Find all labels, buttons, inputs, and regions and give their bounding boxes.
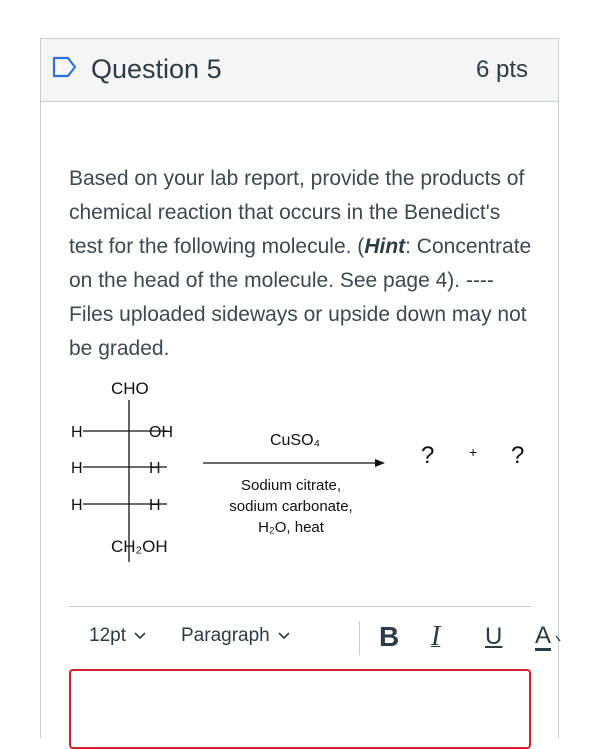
bold-button[interactable] — [379, 621, 399, 653]
row1-left-label: H — [71, 424, 83, 441]
bottom-group-label: CH₂OH — [111, 537, 168, 556]
toolbar-divider — [359, 621, 360, 655]
block-format-value: Paragraph — [181, 625, 270, 646]
toolbar-separator — [69, 606, 531, 607]
underline-label: U — [485, 623, 503, 650]
question-text-part1: Based on your lab report, provide the products of chemical reaction that occurs in the Benedict's test for the following molecule. ( — [69, 167, 525, 258]
text-color-button[interactable] — [535, 623, 561, 651]
question-text — [69, 162, 539, 366]
italic-label: I — [431, 621, 441, 652]
bookmark-flag-icon[interactable] — [52, 56, 78, 78]
arrowhead — [375, 459, 385, 467]
hint-label: Hint — [364, 235, 406, 258]
question-card — [40, 38, 559, 738]
block-format-dropdown[interactable] — [181, 625, 291, 647]
reaction-diagram — [63, 374, 543, 564]
font-size-dropdown[interactable] — [89, 625, 147, 647]
condition3-label: H₂O, heat — [258, 519, 324, 536]
plus-label: + — [469, 444, 478, 460]
font-size-value: 12pt — [89, 625, 126, 646]
product1-label: ? — [421, 442, 435, 469]
reagent-label: CuSO₄ — [269, 432, 321, 449]
row3-right-label: H — [149, 497, 161, 514]
condition1-label: Sodium citrate, — [240, 477, 342, 494]
chevron-down-icon — [555, 623, 561, 651]
editor-toolbar — [89, 621, 559, 655]
bold-label: B — [379, 621, 400, 652]
question-header — [41, 39, 558, 102]
question-text-part2: : Concentrate on the head of the molecule. See page 4). ---- Files uploaded sideways or upside down may not be graded. — [69, 235, 532, 360]
row2-left-label: H — [71, 460, 83, 477]
product2-label: ? — [511, 442, 525, 469]
row2-right-label: H — [149, 460, 161, 477]
top-group-label: CHO — [111, 379, 149, 398]
chevron-down-icon — [133, 625, 147, 647]
condition2-label: sodium carbonate, — [229, 498, 353, 515]
chevron-down-icon — [277, 625, 291, 647]
italic-button[interactable] — [431, 621, 440, 653]
row3-left-label: H — [71, 497, 83, 514]
question-title: Question 5 — [91, 54, 222, 84]
question-points: 6 pts — [475, 56, 528, 83]
answer-editor[interactable] — [69, 669, 531, 749]
underline-button[interactable] — [485, 623, 502, 651]
row1-right-label: OH — [149, 424, 173, 441]
text-color-label: A — [535, 621, 552, 649]
